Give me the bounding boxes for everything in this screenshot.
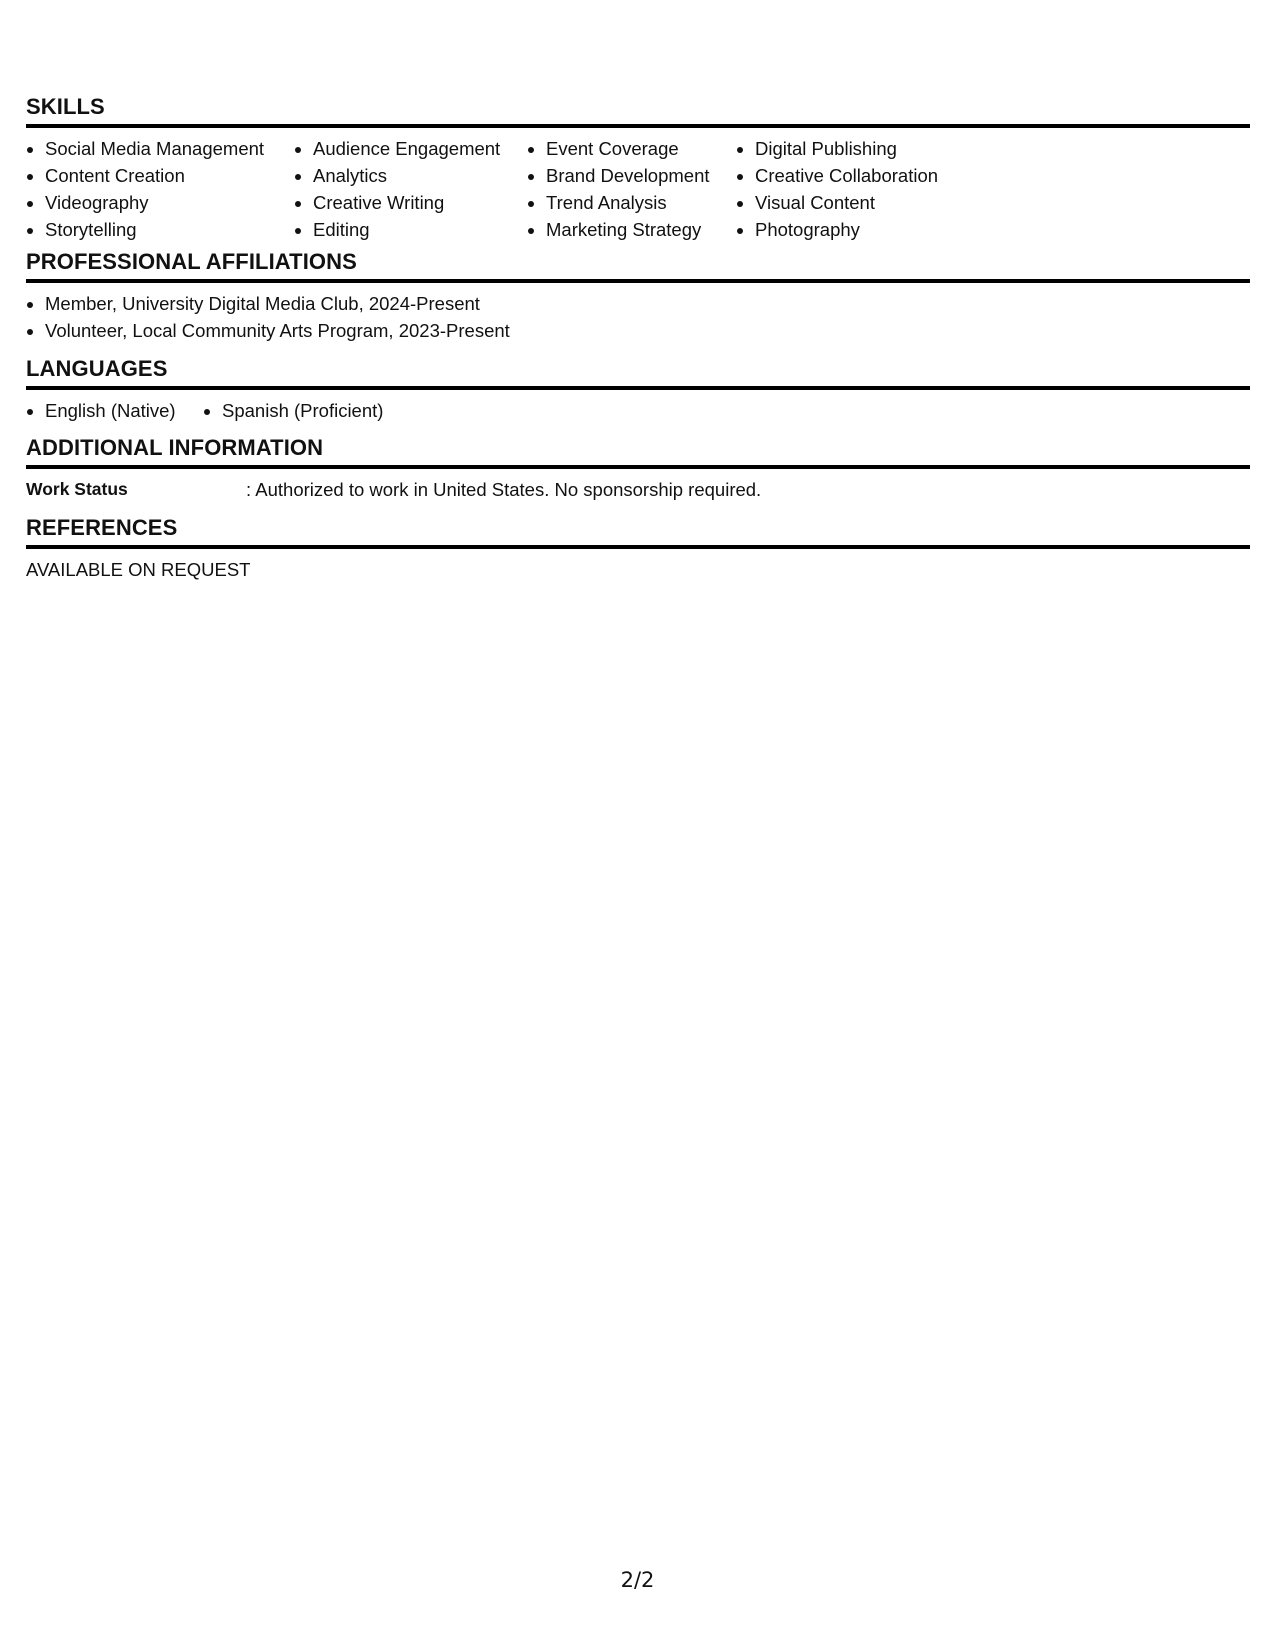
skill-item: Storytelling	[26, 216, 294, 243]
affiliations-list	[26, 283, 1250, 356]
skill-item: Audience Engagement	[294, 135, 527, 162]
language-item: Spanish (Proficient)	[203, 397, 383, 424]
skill-item: Social Media Management	[26, 135, 294, 162]
skill-item: Creative Collaboration	[736, 162, 976, 189]
skills-section	[26, 94, 1250, 249]
skill-item: Content Creation	[26, 162, 294, 189]
affiliation-item: Member, University Digital Media Club, 2024-Present	[26, 290, 1250, 317]
page-number: 2/2	[620, 1568, 655, 1592]
skill-item: Trend Analysis	[527, 189, 736, 216]
affiliations-section	[26, 249, 1250, 356]
additional-info-heading: ADDITIONAL INFORMATION	[26, 435, 1250, 469]
affiliations-heading: PROFESSIONAL AFFILIATIONS	[26, 249, 1250, 283]
skill-item: Videography	[26, 189, 294, 216]
skill-item: Brand Development	[527, 162, 736, 189]
references-heading: REFERENCES	[26, 515, 1250, 549]
work-status-label: Work Status	[26, 479, 128, 499]
resume-page	[26, 94, 1250, 583]
skill-item: Event Coverage	[527, 135, 736, 162]
skill-item: Analytics	[294, 162, 527, 189]
affiliation-item: Volunteer, Local Community Arts Program, 2023-Present	[26, 317, 1250, 344]
skill-item: Marketing Strategy	[527, 216, 736, 243]
languages-section	[26, 356, 1250, 435]
languages-list	[26, 390, 1250, 435]
languages-heading: LANGUAGES	[26, 356, 1250, 390]
skills-column-2	[294, 135, 527, 243]
skills-column-3	[527, 135, 736, 243]
references-text: AVAILABLE ON REQUEST	[26, 559, 251, 580]
skill-item: Photography	[736, 216, 976, 243]
work-status-row	[26, 469, 1250, 515]
skill-item: Digital Publishing	[736, 135, 976, 162]
skill-item: Visual Content	[736, 189, 976, 216]
skill-item: Creative Writing	[294, 189, 527, 216]
skills-grid	[26, 128, 1250, 249]
skills-column-4	[736, 135, 976, 243]
references-section	[26, 515, 1250, 583]
skills-heading: SKILLS	[26, 94, 1250, 128]
work-status-value: : Authorized to work in United States. No sponsorship required.	[246, 479, 762, 500]
language-item: English (Native)	[26, 397, 203, 424]
skill-item: Editing	[294, 216, 527, 243]
additional-info-section	[26, 435, 1250, 515]
skills-column-1	[26, 135, 294, 243]
